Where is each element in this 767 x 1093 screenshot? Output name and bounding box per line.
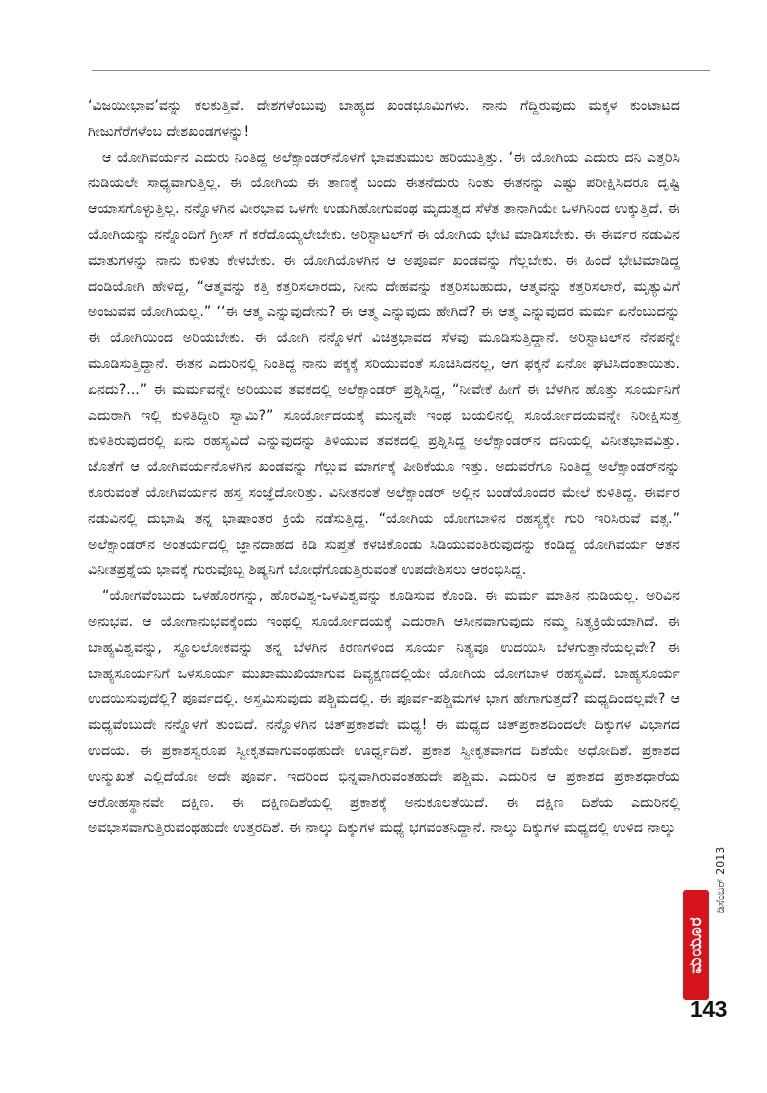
paragraph: “ಯೋಗವೆಂಬುದು ಒಳಹೊರಗನ್ನು, ಹೊರವಿಶ್ವ-ಒಳವಿಶ್ವವನ್ನು ಕೂಡಿಸುವ ಕೊಂಡಿ. ಈ ಮರ್ಮ ಮಾತಿನ ನುಡಿಯಲ್ಲ. ಅರಿವಿನ ಅನುಭವ. ಆ ಯೋಗಾನುಭವಕ್ಕೆಂದು ಇಂಥಲ್ಲಿ ಸೂರ್ಯೋದಯಕ್ಕೆ ಎದುರಾಗಿ ಆಸೀನವಾಗುವುದು ನಮ್ಮ ನಿತ್ಯಕ್ರಿಯೆಯಾಗಿದೆ. ಈ ಬಾಹ್ಯವಿಶ್ವವನ್ನು, ಸ್ಥೂಲಲೋಕವನ್ನು ತನ್ನ ಬೆಳಗಿನ ಕಿರಣಗಳಿಂದ ಸೂರ್ಯ ನಿತ್ಯವೂ ಉದಯಿಸಿ ಬೆಳಗುತ್ತಾನೆಯಲ್ಲವೇ? ಈ ಬಾಹ್ಯಸೂರ್ಯನಿಗೆ ಒಳಸೂರ್ಯ ಮುಖಾಮುಖಿಯಾಗುವ ದಿವ್ಯಕ್ಷಣದಲ್ಲಿಯೇ ಯೋಗಿಯ ಯೋಗಬಾಳ ರಹಸ್ಯವಿದೆ. ಬಾಹ್ಯಸೂರ್ಯ ಉದಯಿಸುವುದೆಲ್ಲಿ? ಪೂರ್ವದಲ್ಲಿ. ಅಸ್ತಮಿಸುವುದು ಪಶ್ಚಿಮದಲ್ಲಿ. ಈ ಪೂರ್ವ-ಪಶ್ಚಿಮಗಳ ಭಾಗ ಹೇಗಾಗುತ್ತದೆ? ಮಧ್ಯದಿಂದಲ್ಲವೇ? ಆ ಮಧ್ಯವೆಂಬುದೇ ನನ್ನೊಳಗೆ ತುಂಬಿದೆ. ನನ್ನೊಳಗಿನ ಚಿತ್‌ಪ್ರಕಾಶವೇ ಮಧ್ಯ! ಈ ಮಧ್ಯದ ಚಿತ್‌ಪ್ರಕಾಶದಿಂದಲೇ ದಿಕ್ಕುಗಳ ವಿಭಾಗದ ಉದಯ. ಈ ಪ್ರಕಾಶಸ್ವರೂಪ ಸ್ವೀಕೃತವಾಗುವಂಥಹುದೇ ಊರ್ಧ್ವದಿಶೆ. ಪ್ರಕಾಶ ಸ್ವೀಕೃತವಾಗದ ದಿಶೆಯೇ ಅಧೋದಿಶೆ. ಪ್ರಕಾಶದ ಉನ್ಮುಖತೆ ಎಲ್ಲಿದೆಯೋ ಅದೇ ಪೂರ್ವ. ಇದರಿಂದ ಭಿನ್ನವಾಗಿರುವಂತಹುದೇ ಪಶ್ಚಿಮ. ಎದುರಿನ ಆ ಪ್ರಕಾಶದ ಪ್ರಕಾಶಧಾರೆಯ ಆರೋಹಸ್ಥಾನವೇ ದಕ್ಷಿಣ. ಈ ದಕ್ಷಿಣದಿಶೆಯಲ್ಲಿ ಪ್ರಕಾಶಕ್ಕೆ ಅನುಕೂಲತೆಯಿದೆ. ಈ ದಕ್ಷಿಣ ದಿಶೆಯ ಎದುರಿನಲ್ಲಿ ಅವಭಾಸವಾಗುತ್ತಿರುವಂಥಹುದೇ ಉತ್ತರದಿಶೆ. ಈ ನಾಲ್ಕು ದಿಕ್ಕುಗಳ ಮಧ್ಯೆ ಭಗವಂತನಿದ್ದಾನೆ. ನಾಲ್ಕು ದಿಕ್ಕುಗಳ ಮಧ್ಯದಲ್ಲಿ ಉಳಿದ ನಾಲ್ಕು bbox=[88, 588, 680, 837]
issue-date bbox=[713, 820, 729, 940]
page-number: 143 bbox=[690, 996, 727, 1022]
issue-date-text: ಡಿಸೆಂಬರ್ 2013 bbox=[714, 846, 727, 914]
magazine-logo-text: ಮಯೂರ bbox=[686, 916, 706, 974]
paragraph: ಆ ಯೋಗಿವರ್ಯನ ಎದುರು ನಿಂತಿದ್ದ ಅಲೆಕ್ಸಾಂಡರ್‌ನೊಳಗೆ ಭಾವತುಮುಲ ಹರಿಯುತ್ತಿತ್ತು. ‘ಈ ಯೋಗಿಯ ಎದುರು ದನಿ ಎತ್ತರಿಸಿ ನುಡಿಯಲೇ ಸಾಧ್ಯವಾಗುತ್ತಿಲ್ಲ. ಈ ಯೋಗಿಯ ಈ ತಾಣಕ್ಕೆ ಬಂದು ಈತನೆದುರು ನಿಂತು ಈತನನ್ನು ಎಷ್ಟು ಪರೀಕ್ಷಿಸಿದರೂ ದೃಷ್ಟಿ ಆಯಾಸಗೊಳ್ಳುತ್ತಿಲ್ಲ. ನನ್ನೊಳಗಿನ ವೀರಭಾವ ಒಳಗೇ ಉಡುಗಿಹೋಗುವಂಥ ಮೃದುತ್ವದ ಸೆಳೆತ ತಾನಾಗಿಯೇ ಒಳಗಿನಿಂದ ಉಕ್ಕುತ್ತಿದೆ. ಈ ಯೋಗಿಯನ್ನು ನನ್ನೊಂದಿಗೆ ಗ್ರೀಸ್ ಗೆ ಕರೆದೊಯ್ಯಲೇಬೇಕು. ಅರಿಸ್ಟಾಟಲ್‌ಗೆ ಈ ಯೋಗಿಯ ಭೇಟಿ ಮಾಡಿಸಬೇಕು. ಈ ಈರ್ವರ ನಡುವಿನ ಮಾತುಗಳನ್ನು ನಾನು ಕುಳಿತು ಕೇಳಬೇಕು. ಈ ಯೋಗಿಯೊಳಗಿನ ಆ ಅಪೂರ್ವ ಖಂಡವನ್ನು ಗೆಲ್ಲಬೇಕು. ಈ ಹಿಂದೆ ಭೇಟಿಮಾಡಿದ್ದ ದಂಡಿಯೋಗಿ ಹೇಳಿದ್ದ, “ಆತ್ಮವನ್ನು ಕತ್ತಿ ಕತ್ತರಿಸಲಾರದು, ನೀನು ದೇಹವನ್ನು ಕತ್ತರಿಸಬಹುದು, ಆತ್ಮವನ್ನು ಕತ್ತರಿಸಲಾರೆ, ಮೃತ್ಯುವಿಗೆ ಅಂಜುವವ ಯೋಗಿಯಲ್ಲ.” ‘‘ಈ ಆತ್ಮ ಎನ್ನುವುದೇನು? ಈ ಆತ್ಮ ಎನ್ನುವುದು ಹೇಗಿದೆ? ಈ ಆತ್ಮ ಎನ್ನುವುದರ ಮರ್ಮ ಏನೆಂಬುದನ್ನು ಈ ಯೋಗಿಯಿಂದ ಅರಿಯಬೇಕು. ಈ ಯೋಗಿ ನನ್ನೊಳಗೆ ವಿಚಿತ್ರಭಾವದ ಸೆಳವು ಮೂಡಿಸುತ್ತಿದ್ದಾನೆ. ಅರಿಸ್ಟಾಟಲ್‌ನ ನೆನಪನ್ನೇ ಮೂಡಿಸುತ್ತಿದ್ದಾನೆ. ಈತನ ಎದುರಿನಲ್ಲಿ ನಿಂತಿದ್ದ ನಾನು ಪಕ್ಕಕ್ಕೆ ಸರಿಯುವಂತೆ ಸೂಚಿಸಿದನಲ್ಲ, ಆಗ ಫಕ್ಕನೆ ಏನೋ ಘಟಿಸಿದಂತಾಯಿತು. ಏನದು?...” ಈ ಮರ್ಮವನ್ನೇ ಅರಿಯುವ ತವಕದಲ್ಲಿ ಅಲೆಕ್ಸಾಂಡರ್ ಪ್ರಶ್ನಿಸಿದ್ದ, “ನೀವೇಕೆ ಹೀಗೆ ಈ ಬೆಳಗಿನ ಹೊತ್ತು ಸೂರ್ಯನಿಗೆ ಎದುರಾಗಿ ಇಲ್ಲಿ ಕುಳಿತಿದ್ದೀರಿ ಸ್ವಾಮಿ?” ಸೂರ್ಯೋದಯಕ್ಕೆ ಮುನ್ನವೇ ಇಂಥ ಬಯಲಿನಲ್ಲಿ ಸೂರ್ಯೋದಯವನ್ನೇ ನಿರೀಕ್ಷಿಸುತ್ತ ಕುಳಿತಿರುವುದರಲ್ಲಿ ಏನು ರಹಸ್ಯವಿದೆ ಎನ್ನುವುದನ್ನು ತಿಳಿಯುವ ತವಕದಲ್ಲಿ ಪ್ರಶ್ನಿಸಿದ್ದ ಅಲೆಕ್ಸಾಂಡರ್‌ನ ದನಿಯಲ್ಲಿ ವಿನೀತಭಾವವಿತ್ತು. ಜೊತೆಗೆ ಆ ಯೋಗಿವರ್ಯನೊಳಗಿನ ಖಂಡವನ್ನು ಗೆಲ್ಲುವ ಮಾರ್ಗಕ್ಕೆ ಪೀಠಿಕೆಯೂ ಇತ್ತು. ಅದುವರೆಗೂ ನಿಂತಿದ್ದ ಅಲೆಕ್ಸಾಂಡರ್‌ನನ್ನು ಕೂರುವಂತೆ ಯೋಗಿವರ್ಯನ ಹಸ್ತ ಸಂಜ್ಞೆದೋರಿತ್ತು. ವಿನೀತನಂತೆ ಅಲೆಕ್ಸಾಂಡರ್ ಅಲ್ಲಿನ ಬಂಡೆಯೊಂದರ ಮೇಲೆ ಕುಳಿತಿದ್ದ. ಈರ್ವರ ನಡುವಿನಲ್ಲಿ ದುಭಾಷಿ ತನ್ನ ಭಾಷಾಂತರ ಕ್ರಿಯೆ ನಡೆಸುತ್ತಿದ್ದ. “ಯೋಗಿಯ ಯೋಗಬಾಳಿನ ರಹಸ್ಯಕ್ಕೇ ಗುರಿ ಇರಿಸಿರುವೆ ವತ್ಸ.” ಅಲೆಕ್ಸಾಂಡರ್‌ನ ಅಂತರ್ಯದಲ್ಲಿ ಜ್ಞಾನದಾಹದ ಕಿಡಿ ಸುಪ್ತತೆ ಕಳಚಿಕೊಂಡು ಸಿಡಿಯುವಂತಿರುವುದನ್ನು ಕಂಡಿದ್ದ ಯೋಗಿವರ್ಯ ಆತನ ವಿನೀತಪ್ರಶ್ನೆಯ ಭಾವಕ್ಕೆ ಗುರುವೊಬ್ಬ ಶಿಷ್ಯನಿಗೆ ಬೋಧೆಗೊಡುತ್ತಿರುವಂತೆ ಉಪದೇಶಿಸಲು ಆರಂಭಿಸಿದ್ದ. bbox=[88, 149, 680, 579]
magazine-logo bbox=[683, 890, 709, 1000]
paragraph: ‘ವಿಜಯೀಭಾವ’ವನ್ನು ಕಲಕುತ್ತಿವೆ. ದೇಶಗಳೆಂಬುವು ಬಾಹ್ಯದ ಖಂಡಭೂಮಿಗಳು. ನಾನು ಗೆದ್ದಿರುವುದು ಮಕ್ಕಳ ಕುಂಟಾಟದ ಗೀಜುಗೆರೆಗಳೆಂಬ ದೇಶಖಂಡಗಳನ್ನು! bbox=[88, 98, 680, 140]
header-rule bbox=[92, 70, 710, 71]
article-body bbox=[88, 94, 680, 842]
page-footer-masthead bbox=[683, 820, 731, 1000]
